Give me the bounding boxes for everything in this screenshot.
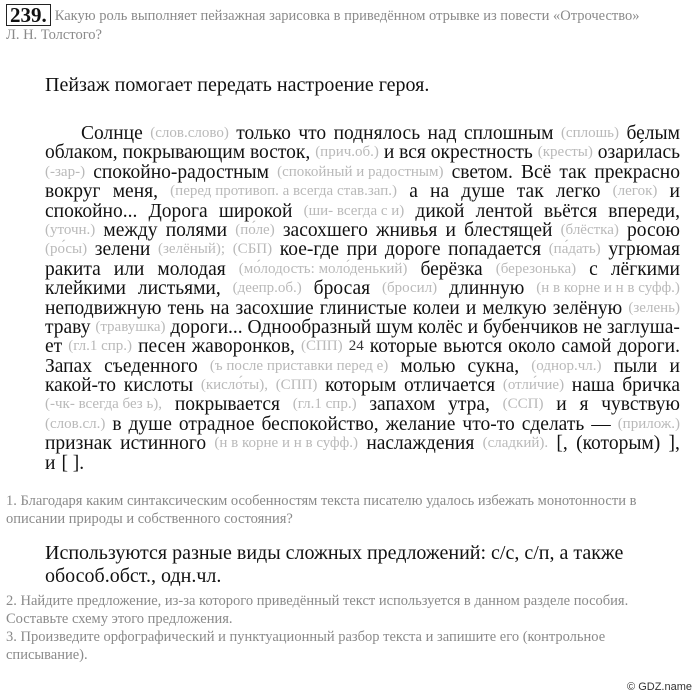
word: блестящей [464,219,553,241]
word: душе [128,413,172,435]
annotation: (сплошь) [560,125,619,141]
annotation: (прич.об.) [315,144,379,161]
text-line [45,143,680,162]
word: самой [561,336,612,358]
word: с [589,258,598,280]
task-question: Какую роль выполняет пейзажная зарисовка в приведённом отрывке из повести «Отрочество» Л. Н. Толстого? [6,8,640,43]
word: вся [399,142,426,164]
annotation: (однор.чл.) [531,357,602,374]
annotation: (кисло́ты), [200,377,268,394]
word: глинистые [319,297,407,319]
text-line [45,299,680,318]
word: покрывающим [122,142,246,164]
word: длинную [449,278,525,300]
word: и [556,394,567,416]
annotation: (кресты) [537,144,593,161]
word: зелени [94,239,151,261]
text-line [45,182,680,201]
question-1: 1. Благодаря каким синтаксическим особенностям текста писателю удалось избежать монотонности в описании природы и собственного состояния? [6,493,637,527]
annotation: (ро́сы) [45,241,88,258]
word: листьями, [137,278,221,300]
answer-2-line-1: Используются разные виды сложных предложений: с/с, с/п, а также [45,542,624,564]
annotation: (ши- всегда с и) [303,202,405,219]
word: признак [45,433,112,455]
word: сукна, [467,355,520,377]
word: дикой [415,200,465,222]
word: пыли [613,355,658,377]
word: отличается [403,375,496,397]
word: которые [369,336,438,358]
word: прекрасно [594,161,680,183]
word: озари́лась [597,142,680,164]
annotation: (ъ после приставки перед е) [209,357,389,374]
word: заглуша- [606,316,680,338]
word: дороге [384,239,441,261]
annotation: (сладкий). [482,435,549,452]
word: колёс [417,316,463,338]
word: Запах [45,355,93,377]
text-line [45,240,680,259]
word: запахом [369,394,436,416]
task-number: 239. [6,4,51,26]
annotation: (СПП) [300,338,343,355]
word: сплошным [464,123,554,144]
annotation: (прилож.) [617,415,680,432]
word: и [383,142,395,164]
word: Солнце [81,123,143,144]
word: ], [668,433,680,455]
word: полями [165,219,228,241]
word: только [236,123,291,144]
footer-watermark: © GDZ.name [627,681,692,693]
text-line [45,395,680,414]
text-line [45,337,680,356]
word: бричка [622,375,680,397]
annotation: (-чк- всегда без ь), [45,396,163,413]
word: широкой [218,200,293,222]
word: [, [556,433,568,455]
word: или [113,258,145,280]
annotation: (н в корне и н в суфф.) [536,280,680,297]
word: поднялось [333,123,421,144]
word: жаворонков, [191,336,295,358]
annotation: (гл.1 спр.) [68,338,133,355]
word: желание [385,413,456,435]
word: восток, [249,142,311,164]
annotation: (отли́чие) [502,377,565,394]
word: колеи [412,297,460,319]
word: что-то [462,413,515,435]
word: на [430,181,450,203]
word: легко [555,181,601,203]
text-passage [45,124,680,473]
annotation: (уточн.) [45,221,96,238]
word: берёзка [420,258,483,280]
word: ракита [45,258,101,280]
word: и [445,219,456,241]
text-line [45,434,680,453]
annotation: (спокойный и радостным) [277,163,444,180]
word: белым [626,123,680,144]
word: дороги... [170,316,243,338]
word: лентой [475,200,533,222]
word: и [45,452,56,474]
annotation: (по́ле) [235,221,275,238]
text-line [45,318,680,337]
text-line [45,202,680,221]
word: шум [376,316,413,338]
word: угрюмая [608,239,680,261]
word: [ ]. [61,452,85,474]
word: между [103,219,158,241]
word: наша [571,375,615,397]
word: зелёную [552,297,623,319]
annotation: (деепр.об.) [232,280,302,297]
word: так [516,181,544,203]
annotation: (н в корне и н в суфф.) [214,435,359,452]
annotation: (-зар-) [45,163,86,180]
annotation: (бросил) [382,280,438,297]
word: душе [461,181,505,203]
word: и [669,181,680,203]
text-line [45,357,680,376]
word: спокойно-радостным [93,161,269,183]
question-3: 3. Произведите орфографический и пунктуационный разбор текста и запишите его (контрольное списывание). [6,629,606,663]
word: окрестность [430,142,533,164]
word: Дорога [148,200,208,222]
word: кислоты [123,375,194,397]
word: что [298,123,327,144]
text-line [45,221,680,240]
word: наслаждения [366,433,475,455]
word: ет [45,336,63,358]
word: какой-то [45,375,117,397]
annotation: (блёстка) [560,221,619,238]
word: светом. [451,161,513,183]
word: на [210,297,230,319]
word: мелкую [482,297,547,319]
word: засохшие [235,297,314,319]
word: так [559,161,587,183]
word: а [409,181,418,203]
word: и [465,297,477,319]
annotation: (ССП) [502,396,544,413]
word: беспокойство, [261,413,379,435]
word: при [346,239,378,261]
word: в [112,413,122,435]
word: спокойно... [45,200,138,222]
annotation: (СБП) [232,241,273,258]
annotation: (березонька) [495,260,577,277]
word: съеденного [104,355,198,377]
annotation: (слов.сл.) [45,415,106,432]
text-line [45,376,680,395]
word: дороги. [617,336,680,358]
annotation: (па́дать) [548,241,601,258]
word: росою [627,219,680,241]
word: (которым) [576,433,661,455]
word: утра, [448,394,490,416]
annotation: (легок) [612,183,658,200]
text-line [45,415,680,434]
annotation: (травушка) [95,318,166,335]
question-2: 2. Найдите предложение, из-за которого приведённый текст используется в данном разделе пособия. Составьте схему этого предложения. [6,593,629,627]
word: я [579,394,589,416]
word: засохшего [282,219,368,241]
word: вокруг [45,181,101,203]
annotation: (СПП) [275,377,318,394]
word: молодая [157,258,226,280]
word: которым [325,375,397,397]
word: вьются [443,336,503,358]
page-number: 24 [348,338,364,355]
word: отрадное [178,413,255,435]
annotation: (гл.1 спр.) [292,396,357,413]
word: и [669,355,680,377]
task-header [6,4,646,44]
text-line [45,163,680,182]
word: Однообразный [247,316,372,338]
word: Всё [520,161,552,183]
word: над [427,123,457,144]
word: покрывается [174,394,280,416]
word: вьётся [544,200,598,222]
word: облаком, [45,142,118,164]
word: неподвижную [45,297,162,319]
annotation: (зелёный); [158,241,226,258]
word: и [467,316,479,338]
text-line [45,124,680,143]
word: траву [45,316,91,338]
word: песен [138,336,186,358]
word: впереди, [608,200,680,222]
word: жнивья [375,219,438,241]
word: меня, [112,181,158,203]
word: кое-где [279,239,340,261]
word: молью [400,355,456,377]
text-line [45,454,680,473]
answer-2-line-2: обособ.обст., одн.чл. [45,565,222,587]
text-line [45,260,680,279]
word: около [508,336,556,358]
word: истинного [120,433,207,455]
word: лёгкими [610,258,680,280]
answer-1: Пейзаж помогает передать настроение героя. [45,74,430,96]
annotation: (зелень) [628,299,680,316]
word: бросая [313,278,371,300]
text-line [45,279,680,298]
word: чувствую [601,394,680,416]
word: тень [167,297,205,319]
annotation: (слов.слово) [150,125,229,141]
word: — [591,413,611,435]
word: не [582,316,603,338]
word: клейкими [45,278,126,300]
word: попадается [448,239,542,261]
word: сделать [521,413,585,435]
annotation: (перед противоп. а всегда став.зап.) [170,183,398,200]
word: бубенчиков [482,316,579,338]
annotation: (мо́лодость: моло́денький) [238,260,408,277]
